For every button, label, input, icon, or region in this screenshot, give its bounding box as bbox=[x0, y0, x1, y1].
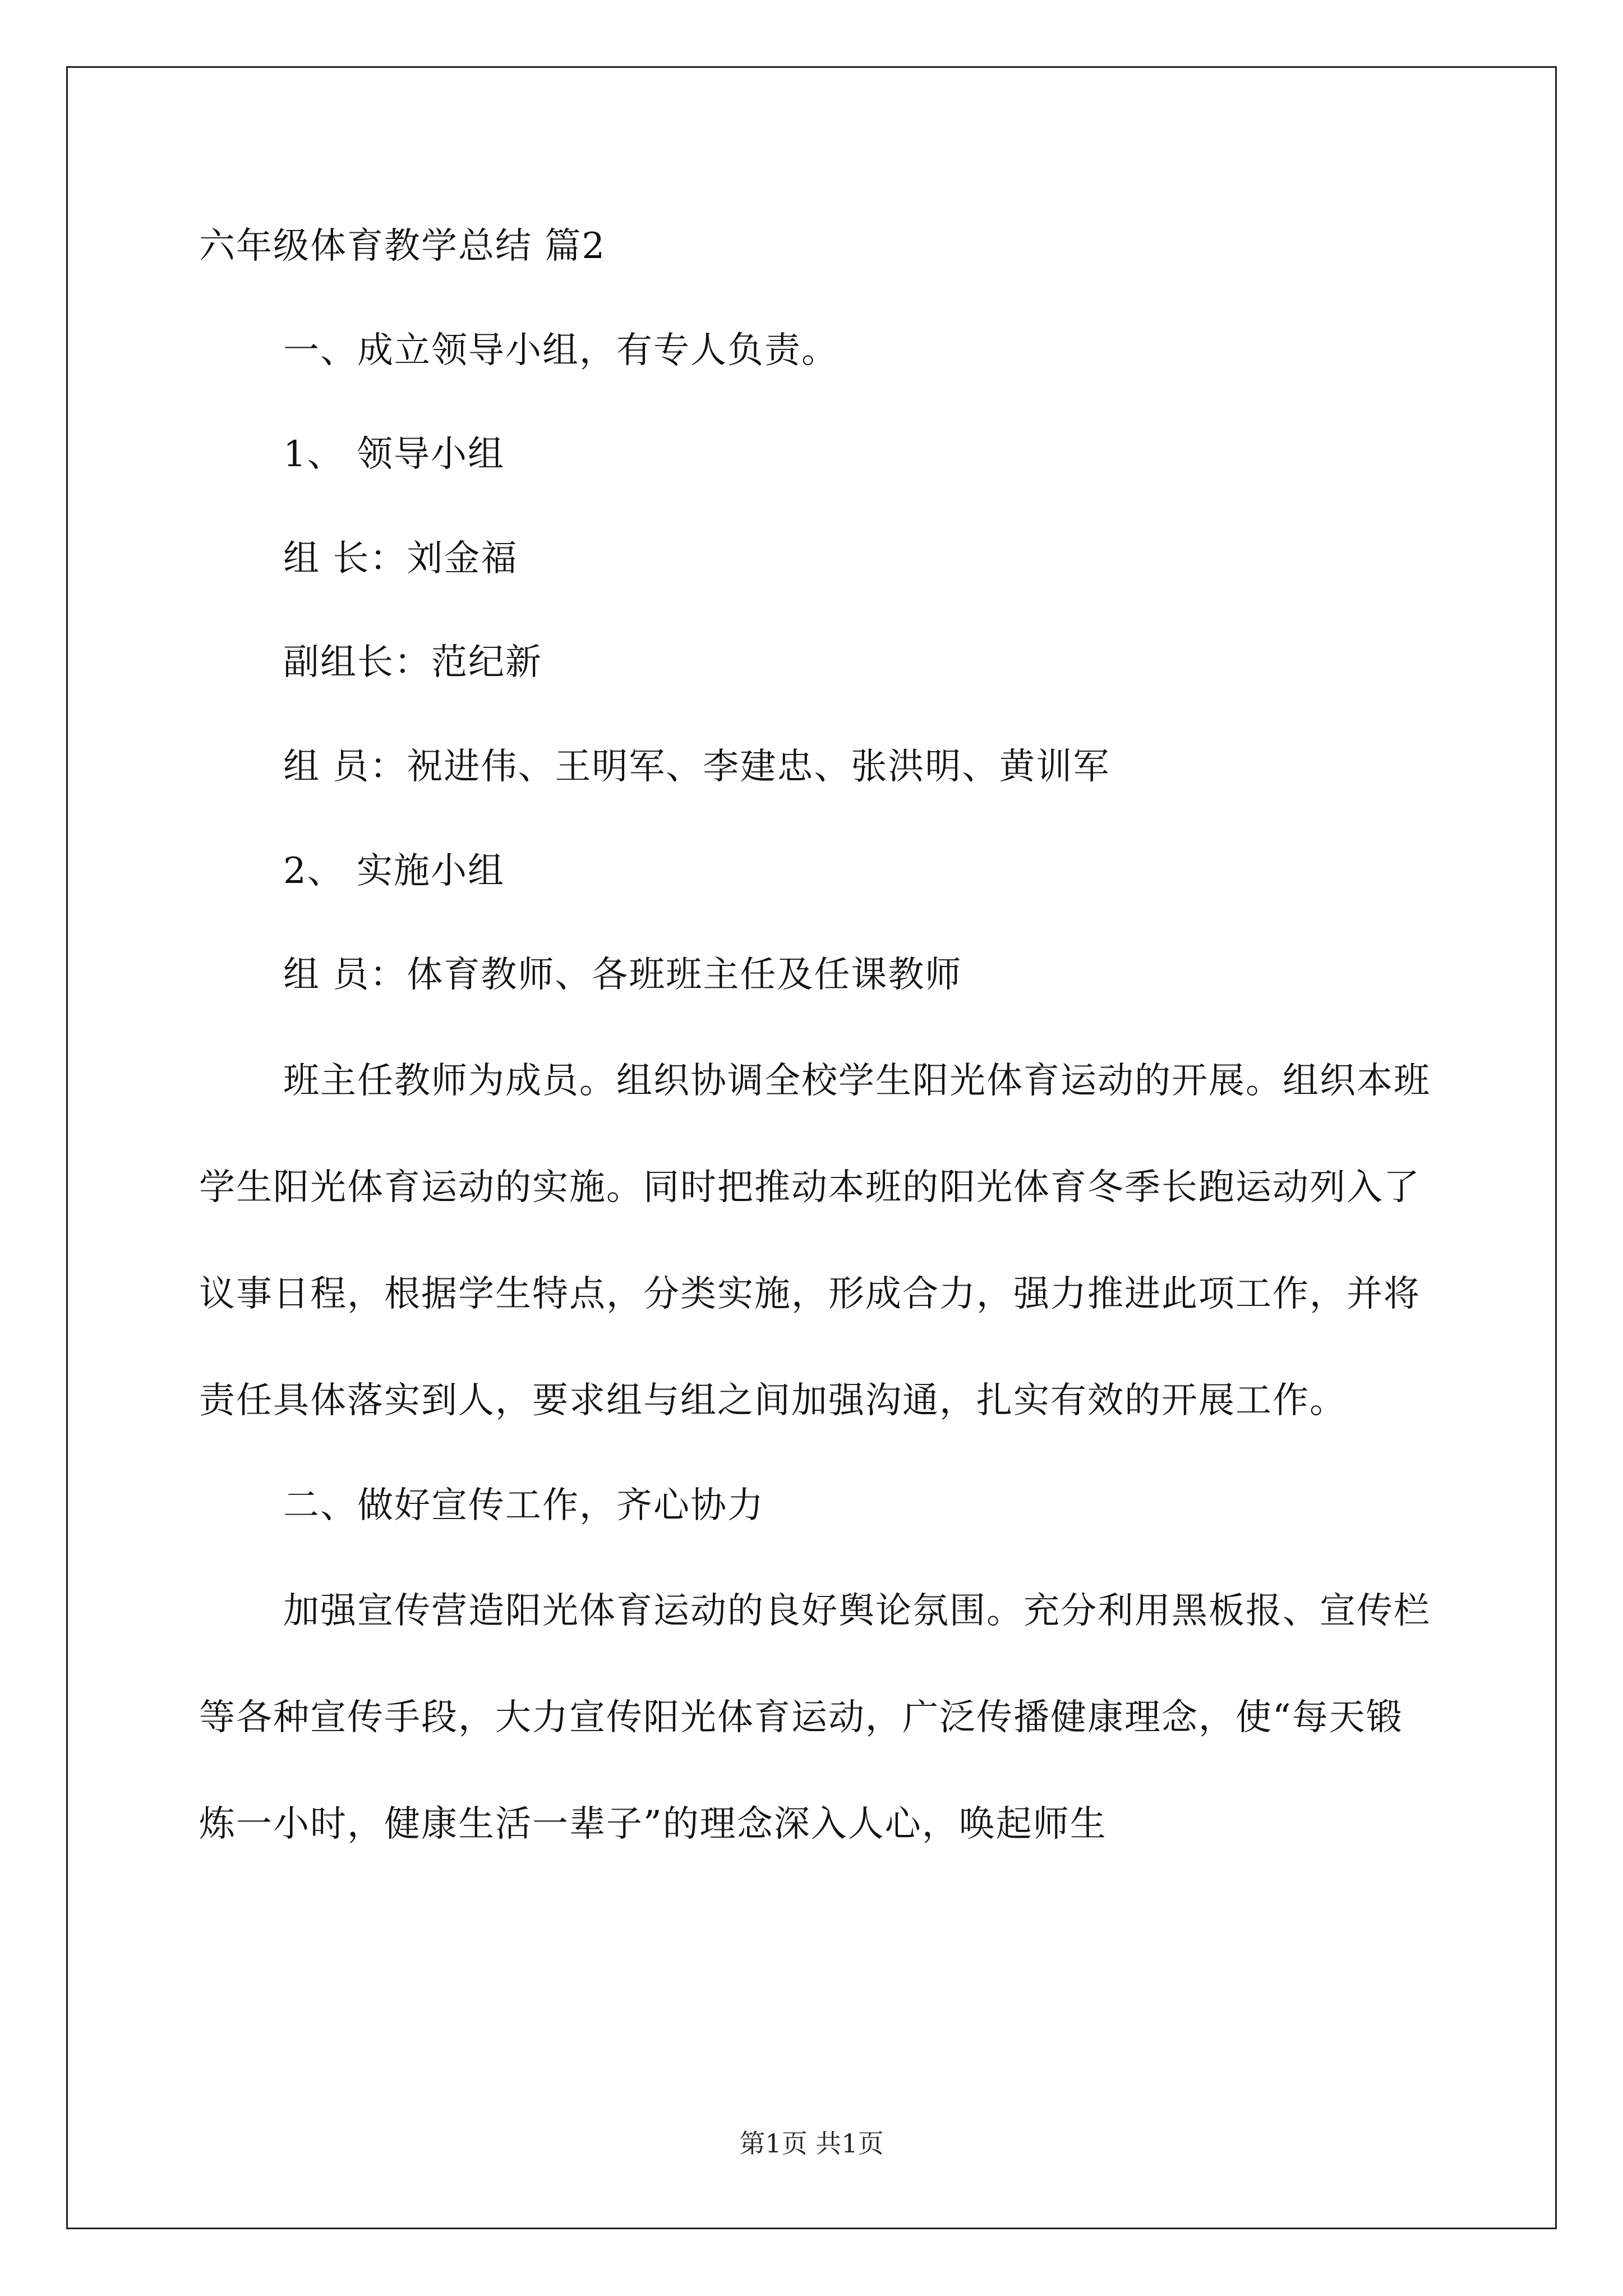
item-1-label: 1、 领导小组 bbox=[283, 434, 505, 476]
item-2-label: 2、 实施小组 bbox=[283, 850, 505, 892]
paragraph-2: 加强宣传营造阳光体育运动的良好舆论氛围。充分利用黑板报、宣传栏等各种宣传手段，大力宣传阳光体育运动，广泛传播健康理念，使“每天锻炼一小时，健康生活一辈子”的理念深入人心，唤起师生 bbox=[199, 1590, 1431, 1846]
leader-line: 组 长：刘金福 bbox=[283, 537, 518, 579]
document-title: 六年级体育教学总结 篇2 bbox=[199, 226, 606, 267]
members-line-2: 组 员：体育教师、各班班主任及任课教师 bbox=[283, 954, 962, 996]
vice-leader-line: 副组长：范纪新 bbox=[283, 642, 542, 684]
document-body bbox=[199, 222, 1433, 1904]
page-footer: 第1页 共1页 bbox=[739, 2128, 884, 2159]
members-line-1: 组 员：祝进伟、王明军、李建忠、张洪明、黄训军 bbox=[283, 746, 1110, 788]
section-1-heading: 一、成立领导小组，有专人负责。 bbox=[283, 329, 838, 371]
section-2-heading: 二、做好宣传工作，齐心协力 bbox=[283, 1484, 764, 1526]
paragraph-1: 班主任教师为成员。组织协调全校学生阳光体育运动的开展。组织本班学生阳光体育运动的实施。同时把推动本班的阳光体育冬季长跑运动列入了议事日程，根据学生特点，分类实施，形成合力，强力推进此项工作，并将责任具体落实到人，要求组与组之间加强沟通，扎实有效的开展工作。 bbox=[199, 1060, 1431, 1421]
